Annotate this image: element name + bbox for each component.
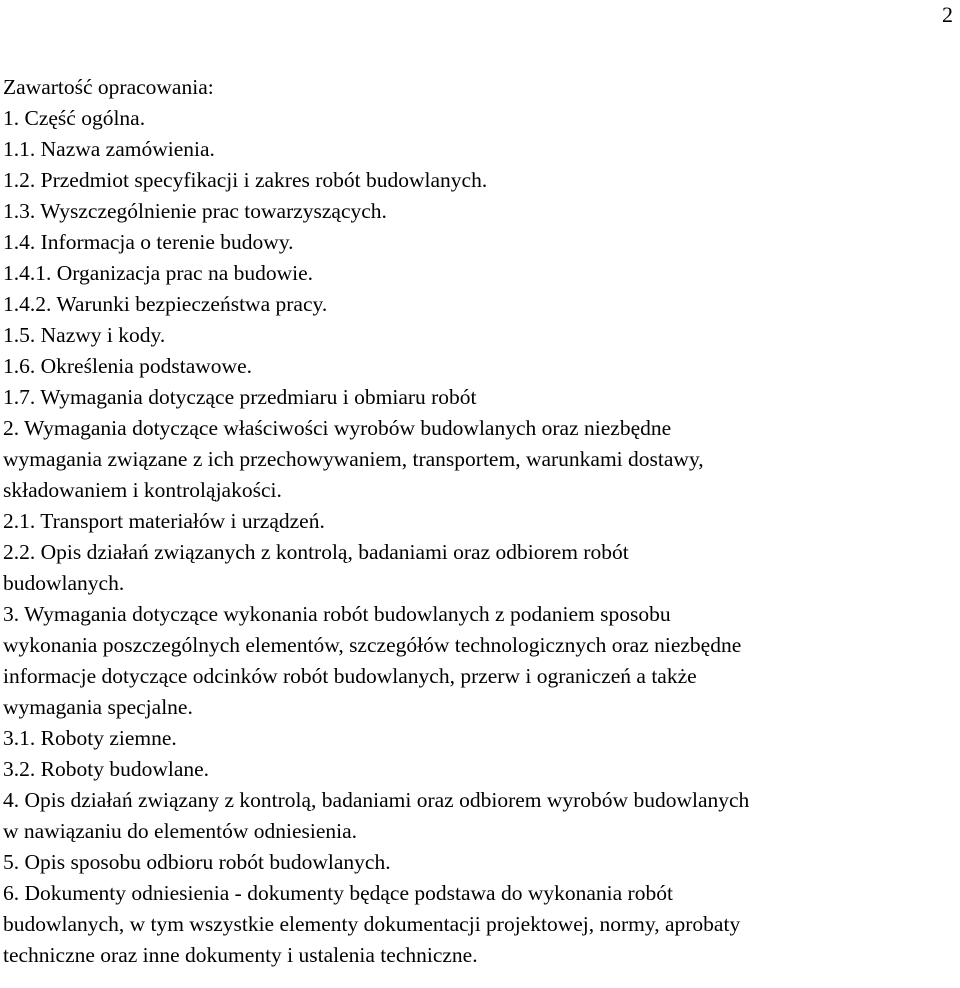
toc-line: 3.1. Roboty ziemne. bbox=[3, 726, 177, 750]
toc-line: techniczne oraz inne dokumenty i ustalenia techniczne. bbox=[3, 943, 478, 967]
toc-line: 5. Opis sposobu odbioru robót budowlanych. bbox=[3, 850, 391, 874]
toc-line: w nawiązaniu do elementów odniesienia. bbox=[3, 819, 358, 843]
table-of-contents bbox=[3, 72, 955, 971]
page-number: 2 bbox=[942, 2, 953, 27]
toc-line: informacje dotyczące odcinków robót budowlanych, przerw i ograniczeń a także bbox=[3, 664, 697, 688]
toc-line: 1.4.1. Organizacja prac na budowie. bbox=[3, 261, 314, 285]
toc-line: 4. Opis działań związany z kontrolą, badaniami oraz odbiorem wyrobów budowlanych bbox=[3, 788, 750, 812]
toc-line: budowlanych, w tym wszystkie elementy dokumentacji projektowej, normy, aprobaty bbox=[3, 912, 741, 936]
toc-line: 3. Wymagania dotyczące wykonania robót budowlanych z podaniem sposobu bbox=[3, 602, 671, 626]
toc-line: 1. Część ogólna. bbox=[3, 106, 146, 130]
toc-line: 6. Dokumenty odniesienia - dokumenty będące podstawa do wykonania robót bbox=[3, 881, 673, 905]
toc-line: 2. Wymagania dotyczące właściwości wyrobów budowlanych oraz niezbędne bbox=[3, 416, 672, 440]
toc-line: 1.1. Nazwa zamówienia. bbox=[3, 137, 215, 161]
toc-line: 1.6. Określenia podstawowe. bbox=[3, 354, 252, 378]
toc-line: 1.4.2. Warunki bezpieczeństwa pracy. bbox=[3, 292, 328, 316]
toc-line: 1.5. Nazwy i kody. bbox=[3, 323, 166, 347]
toc-line: wymagania specjalne. bbox=[3, 695, 193, 719]
toc-line: wymagania związane z ich przechowywaniem, transportem, warunkami dostawy, bbox=[3, 447, 704, 471]
toc-line: 1.2. Przedmiot specyfikacji i zakres robót budowlanych. bbox=[3, 168, 488, 192]
toc-line: wykonania poszczególnych elementów, szczegółów technologicznych oraz niezbędne bbox=[3, 633, 742, 657]
toc-line: 1.3. Wyszczególnienie prac towarzyszących. bbox=[3, 199, 387, 223]
toc-heading: Zawartość opracowania: bbox=[3, 75, 214, 99]
toc-line: 2.2. Opis działań związanych z kontrolą, badaniami oraz odbiorem robót bbox=[3, 540, 629, 564]
toc-line: 2.1. Transport materiałów i urządzeń. bbox=[3, 509, 325, 533]
toc-line: 1.7. Wymagania dotyczące przedmiaru i obmiaru robót bbox=[3, 385, 477, 409]
toc-line: 1.4. Informacja o terenie budowy. bbox=[3, 230, 294, 254]
toc-line: składowaniem i kontroląjakości. bbox=[3, 478, 282, 502]
toc-line: budowlanych. bbox=[3, 571, 125, 595]
toc-line: 3.2. Roboty budowlane. bbox=[3, 757, 210, 781]
